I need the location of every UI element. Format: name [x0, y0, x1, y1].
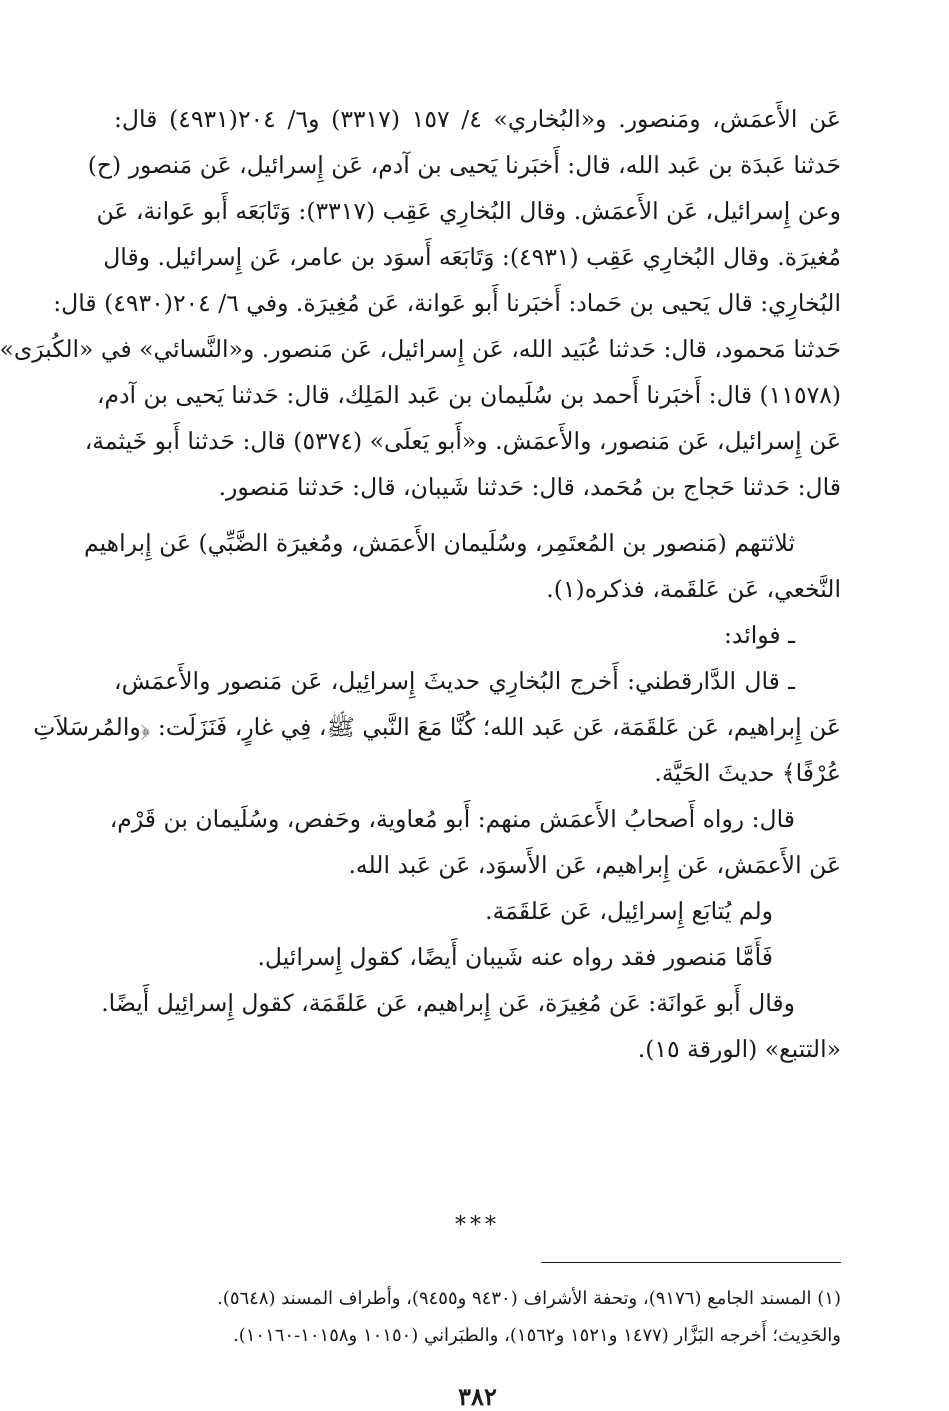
page-number: ٣٨٢ [458, 1382, 497, 1411]
footnote-1: (١) المسند الجامع (٩١٧٦)، وتحفة الأشراف (٩٤٣٠ و٩٤٥٥)، وأطراف المسند (٥٦٤٨). [217, 1288, 841, 1309]
text-line-15: عُرْفًا﴾ حديثَ الحَيَّة. [654, 759, 841, 787]
text-line-2: حَدثنا عَبدَة بن عَبد الله، قال: أَخبَرنا يَحيى بن آدم، عَن إِسرائيل، عَن مَنصور (ح) [87, 151, 841, 179]
paragraph-gap [114, 510, 841, 520]
text-line-10: ثلاثتهم (مَنصور بن المُعتَمِر، وسُلَيمان الأَعمَش، ومُغيرَة الضَّبِّي) عَن إِبراهيم [83, 529, 795, 557]
text-line-14: عَن إِبراهيم، عَن عَلقَمَة، عَن عَبد الله؛ كُنَّا مَعَ النَّبي ﷺ، فِي غارٍ، فَنَزَلَت: ﴿والمُرسَلاَتِ [33, 713, 841, 741]
text-line-20: وقال أَبو عَوانَة: عَن مُغِيرَة، عَن إِبراهيم، عَن عَلقَمَة، كقول إِسرائِيل أَيضًا. [101, 989, 795, 1017]
text-line-7: (١١٥٧٨) قال: أَخبَرنا أَحمد بن سُلَيمان بن عَبد المَلِك، قال: حَدثنا يَحيى بن آدم، [96, 381, 841, 409]
text-line-16: قال: رواه أَصحابُ الأَعمَش منهم: أَبو مُعاوية، وحَفص، وسُلَيمان بن قَرْم، [109, 805, 795, 833]
footnote-2: والحَدِيث؛ أَخرجه البَزَّار (١٤٧٧ و١٥٢١ و١٥٦٢)، والطبَراني (١٠١٥٠ و١٠١٥٨-١٠١٦٠). [233, 1325, 841, 1346]
text-line-18: ولم يُتابَع إِسرائِيل، عَن عَلقَمَة. [485, 897, 773, 925]
text-line-17: عَن الأَعمَش، عَن إِبراهيم، عَن الأَسوَد، عَن عَبد الله. [348, 851, 841, 879]
page-body [0, 96, 842, 1411]
footnote-divider [541, 1262, 841, 1263]
text-line-9: قال: حَدثنا حَجاج بن مُحَمد، قال: حَدثنا شَيبان، قال: حَدثنا مَنصور. [218, 473, 841, 501]
footnotes [114, 1280, 841, 1354]
section-separator: *** [455, 1213, 500, 1238]
text-line-5: البُخارِي: قال يَحيى بن حَماد: أَخبَرنا أَبو عَوانة، عَن مُغِيرَة. وفي ٦/ ٢٠٤(٤٩٣٠) قال: [53, 289, 841, 317]
text-line-8: عَن إِسرائيل، عَن مَنصور، والأَعمَش. و«أَبو يَعلَى» (٥٣٧٤) قال: حَدثنا أَبو خَيثمة، [84, 427, 841, 455]
text-line-3: وعن إِسرائيل، عَن الأَعمَش. وقال البُخارِي عَقِب (٣٣١٧): وَتَابَعَه أَبو عَوانة، عَن [96, 197, 841, 225]
text-line-11: النَّخعي، عَن عَلقَمة، فذكره(١). [546, 575, 841, 603]
text-line-13: ـ قال الدَّارقطني: أَخرج البُخارِي حديثَ إِسرائِيل، عَن مَنصور والأَعمَش، [114, 667, 795, 695]
source-citation: «التتبع» (الورقة ١٥). [637, 1035, 841, 1063]
text-line-4: مُغيرَة. وقال البُخارِي عَقِب (٤٩٣١): وَتَابَعَه أَسوَد بن عامر، عَن إِسرائيل. وقال [103, 243, 841, 271]
text-line-6: حَدثنا مَحمود، قال: حَدثنا عُبَيد الله، عَن إِسرائيل، عَن مَنصور. و«النَّسائي» في «الكُبرَى» [0, 335, 841, 363]
text-line-1: عَن الأَعمَش، ومَنصور. و«البُخاري» ٤/ ١٥٧ (٣٣١٧) و٦/ ٢٠٤(٤٩٣١) قال: [114, 105, 842, 133]
benefits-heading: ـ فوائد: [723, 621, 795, 649]
text-line-19: فَأَمَّا مَنصور فقد رواه عنه شَيبان أَيضًا، كقول إِسرائيل. [257, 943, 773, 971]
